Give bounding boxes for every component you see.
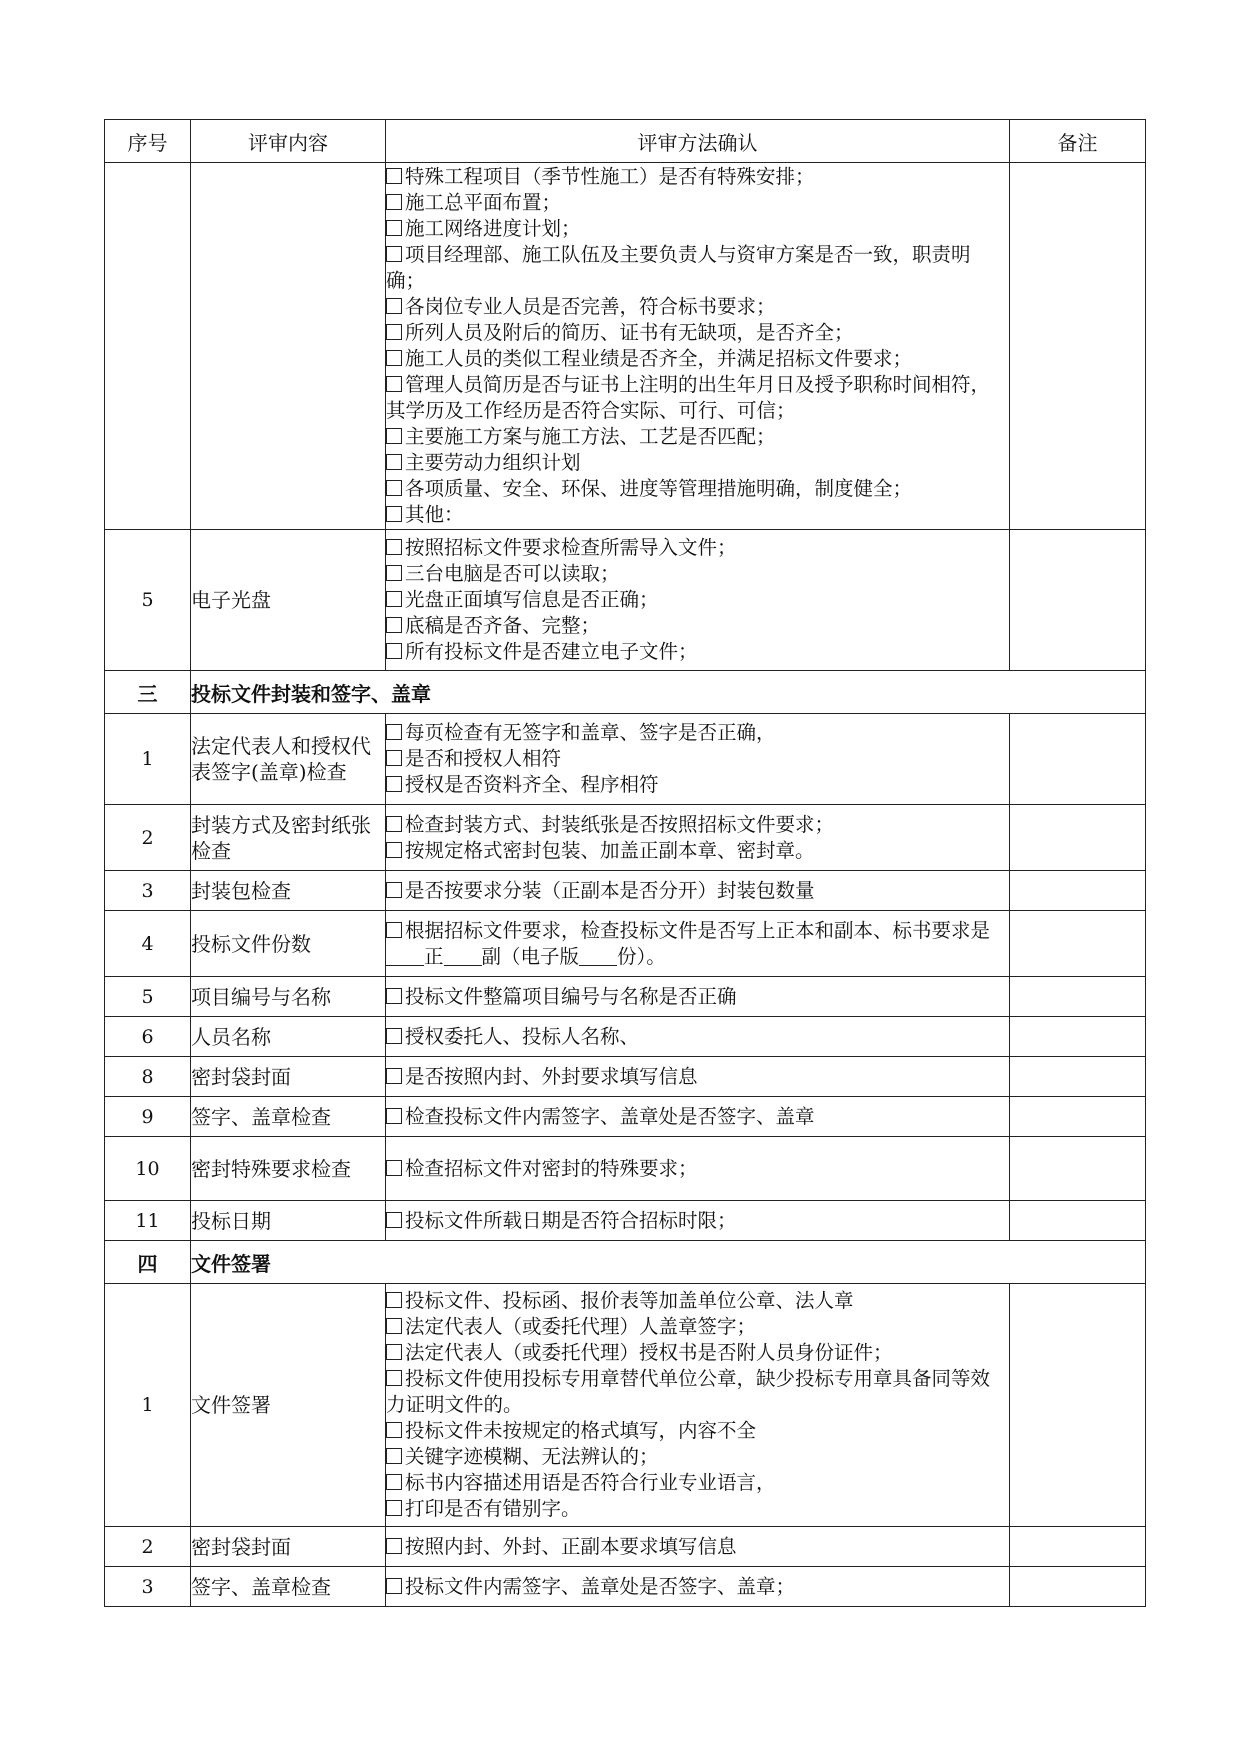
method-line [386,502,1009,528]
checkbox-icon[interactable] [386,776,402,792]
method-text: 法定代表人（或委托代理）授权书是否附人员身份证件； [405,1341,893,1364]
table-row [105,805,1146,871]
method-text: 检查招标文件对密封的特殊要求； [405,1156,698,1180]
review-content: 密封袋封面 [191,1057,386,1097]
remark-cell[interactable] [1010,805,1146,871]
method-line [386,164,1009,190]
checkbox-icon[interactable] [386,1068,402,1084]
checkbox-icon[interactable] [386,539,402,555]
table-row [105,1201,1146,1241]
section-row [105,671,1146,714]
review-method [386,805,1010,871]
method-text: 按规定格式密封包装、加盖正副本章、密封章。 [405,838,815,862]
method-line [386,772,1009,798]
method-line [386,320,1009,346]
section-number: 四 [105,1241,191,1284]
remark-cell[interactable] [1010,1527,1146,1567]
table-row [105,1527,1146,1567]
checkbox-icon[interactable] [386,1474,402,1490]
row-number: 3 [105,1567,191,1607]
table-row [105,714,1146,805]
review-method [386,1527,1010,1567]
checkbox-icon[interactable] [386,1108,402,1124]
method-line [386,1496,1009,1522]
method-text: 各岗位专业人员是否完善，符合标书要求； [405,295,776,318]
method-text: 标书内容描述用语是否符合行业专业语言， [405,1471,776,1494]
checkbox-icon[interactable] [386,246,402,262]
remark-cell[interactable] [1010,1017,1146,1057]
checkbox-icon[interactable] [386,324,402,340]
checkbox-icon[interactable] [386,842,402,858]
section-title: 投标文件封装和签字、盖章 [191,671,1146,714]
table-row [105,911,1146,977]
checkbox-icon[interactable] [386,1370,402,1386]
method-text: 投标文件未按规定的格式填写，内容不全 [405,1419,757,1442]
checkbox-icon[interactable] [386,1318,402,1334]
review-table [104,119,1146,1607]
checkbox-icon[interactable] [386,298,402,314]
review-content: 密封袋封面 [191,1527,386,1567]
method-text: 检查投标文件内需签字、盖章处是否签字、盖章 [405,1104,815,1128]
row-number: 5 [105,977,191,1017]
method-text: 施工人员的类似工程业绩是否齐全，并满足招标文件要求； [405,347,913,370]
header-remark: 备注 [1010,120,1146,163]
method-line [386,346,1009,372]
checkbox-icon[interactable] [386,220,402,236]
method-text: 按照内封、外封、正副本要求填写信息 [405,1534,737,1558]
row-number: 5 [105,530,191,671]
method-text: 授权是否资料齐全、程序相符 [405,773,659,796]
checkbox-icon[interactable] [386,816,402,832]
checkbox-icon[interactable] [386,643,402,659]
method-line [386,1208,1009,1234]
method-text: 各项质量、安全、环保、进度等管理措施明确，制度健全； [405,477,913,500]
method-text: 投标文件使用投标专用章替代单位公章，缺少投标专用章具备同等效力证明文件的。 [386,1367,991,1416]
row-number: 8 [105,1057,191,1097]
remark-cell[interactable] [1010,1284,1146,1527]
method-line [386,918,1009,970]
checkbox-icon[interactable] [386,1292,402,1308]
table-row [105,1017,1146,1057]
row-number: 1 [105,714,191,805]
checkbox-icon[interactable] [386,454,402,470]
method-text: 所列人员及附后的简历、证书有无缺项，是否齐全； [405,321,854,344]
method-line [386,1064,1009,1090]
review-content: 法定代表人和授权代表签字(盖章)检查 [191,714,386,805]
method-line [386,1574,1009,1600]
checkbox-icon[interactable] [386,750,402,766]
method-line [386,372,1009,424]
method-text: 投标文件、投标函、报价表等加盖单位公章、法人章 [405,1289,854,1312]
table-row [105,1137,1146,1201]
table-row [105,1567,1146,1607]
method-text: 特殊工程项目（季节性施工）是否有特殊安排； [405,165,815,188]
remark-cell[interactable] [1010,911,1146,977]
method-line [386,424,1009,450]
method-line [386,242,1009,294]
method-line [386,613,1009,639]
method-line [386,587,1009,613]
review-method [386,1284,1010,1527]
checkbox-icon[interactable] [386,168,402,184]
method-text: 法定代表人（或委托代理）人盖章签字； [405,1315,757,1338]
review-content: 项目编号与名称 [191,977,386,1017]
method-line [386,1024,1009,1050]
method-line [386,878,1009,904]
review-method [386,977,1010,1017]
method-line [386,746,1009,772]
method-text: 光盘正面填写信息是否正确； [405,588,659,611]
method-line [386,720,1009,746]
review-method [386,714,1010,805]
method-text: 三台电脑是否可以读取； [405,562,620,585]
remark-cell[interactable] [1010,530,1146,671]
remark-cell[interactable] [1010,1567,1146,1607]
review-method [386,911,1010,977]
method-line [386,812,1009,838]
table-row [105,1057,1146,1097]
method-text: 底稿是否齐备、完整； [405,614,601,637]
remark-cell[interactable] [1010,977,1146,1017]
checkbox-icon[interactable] [386,350,402,366]
method-text: 所有投标文件是否建立电子文件； [405,640,698,663]
checkbox-icon[interactable] [386,1578,402,1594]
table-row [105,163,1146,530]
checkbox-icon[interactable] [386,1212,402,1228]
method-text: 按照招标文件要求检查所需导入文件； [405,536,737,559]
review-content: 人员名称 [191,1017,386,1057]
checkbox-icon[interactable] [386,882,402,898]
method-line [386,1314,1009,1340]
method-text: 施工网络进度计划； [405,217,581,240]
review-content: 投标日期 [191,1201,386,1241]
fill-in-blank[interactable] [579,947,617,966]
method-text: 其他： [405,503,464,526]
table-row [105,530,1146,671]
checkbox-icon[interactable] [386,1538,402,1554]
remark-cell[interactable] [1010,163,1146,530]
row-number: 2 [105,805,191,871]
method-line [386,1156,1009,1182]
fill-in-blank[interactable] [444,947,482,966]
method-line [386,639,1009,665]
row-number: 3 [105,871,191,911]
method-text: 根据招标文件要求，检查投标文件是否写上正本和副本、标书要求是正 副（电子版 份）。 [386,919,990,968]
checkbox-icon[interactable] [386,565,402,581]
row-number: 9 [105,1097,191,1137]
method-text: 每页检查有无签字和盖章、签字是否正确， [405,721,776,744]
method-line [386,190,1009,216]
method-line [386,1366,1009,1418]
review-method [386,1057,1010,1097]
review-method [386,530,1010,671]
method-line [386,1444,1009,1470]
checkbox-icon[interactable] [386,922,402,938]
checkbox-icon[interactable] [386,724,402,740]
remark-cell[interactable] [1010,1097,1146,1137]
header-content: 评审内容 [191,120,386,163]
method-line [386,450,1009,476]
checkbox-icon[interactable] [386,1448,402,1464]
review-content [191,163,386,530]
method-text: 打印是否有错别字。 [405,1497,581,1520]
review-method [386,163,1010,530]
method-text: 关键字迹模糊、无法辨认的； [405,1445,659,1468]
row-number: 1 [105,1284,191,1527]
method-line [386,1470,1009,1496]
checkbox-icon[interactable] [386,1500,402,1516]
table-row [105,1284,1146,1527]
review-method [386,1567,1010,1607]
method-text: 项目经理部、施工队伍及主要负责人与资审方案是否一致，职责明确； [386,243,971,292]
header-no: 序号 [105,120,191,163]
method-line [386,535,1009,561]
row-number: 2 [105,1527,191,1567]
review-content: 密封特殊要求检查 [191,1137,386,1201]
checkbox-icon[interactable] [386,591,402,607]
table-row [105,1097,1146,1137]
method-line [386,838,1009,864]
method-text: 管理人员简历是否与证书上注明的出生年月日及授予职称时间相符，其学历及工作经历是否符合实际、可行、可信； [386,373,991,422]
review-method [386,1017,1010,1057]
remark-cell[interactable] [1010,871,1146,911]
method-line [386,561,1009,587]
method-text: 是否按要求分装（正副本是否分开）封装包数量 [405,878,815,902]
method-text: 检查封装方式、封装纸张是否按照招标文件要求； [405,812,835,836]
checkbox-icon[interactable] [386,1160,402,1176]
method-line [386,1288,1009,1314]
remark-cell[interactable] [1010,714,1146,805]
review-content: 电子光盘 [191,530,386,671]
method-text: 主要劳动力组织计划 [405,451,581,474]
table-row [105,871,1146,911]
checkbox-icon[interactable] [386,428,402,444]
checkbox-icon[interactable] [386,376,402,392]
checkbox-icon[interactable] [386,506,402,522]
review-content: 投标文件份数 [191,911,386,977]
review-content: 签字、盖章检查 [191,1567,386,1607]
review-content: 签字、盖章检查 [191,1097,386,1137]
review-method [386,1137,1010,1201]
checkbox-icon[interactable] [386,617,402,633]
table-header-row [105,120,1146,163]
checkbox-icon[interactable] [386,1028,402,1044]
row-number: 4 [105,911,191,977]
checkbox-icon[interactable] [386,1422,402,1438]
method-line [386,1418,1009,1444]
method-line [386,1534,1009,1560]
row-number: 10 [105,1137,191,1201]
method-text: 投标文件内需签字、盖章处是否签字、盖章； [405,1574,796,1598]
checkbox-icon[interactable] [386,480,402,496]
method-text: 投标文件整篇项目编号与名称是否正确 [405,984,737,1008]
section-title: 文件签署 [191,1241,1146,1284]
review-method [386,1201,1010,1241]
review-method [386,871,1010,911]
section-number: 三 [105,671,191,714]
table-body [105,163,1146,1607]
remark-cell[interactable] [1010,1137,1146,1201]
method-line [386,216,1009,242]
remark-cell[interactable] [1010,1201,1146,1241]
method-line [386,1104,1009,1130]
remark-cell[interactable] [1010,1057,1146,1097]
method-line [386,294,1009,320]
checkbox-icon[interactable] [386,194,402,210]
checkbox-icon[interactable] [386,1344,402,1360]
method-line [386,1340,1009,1366]
method-line [386,476,1009,502]
review-method [386,1097,1010,1137]
method-text: 是否按照内封、外封要求填写信息 [405,1064,698,1088]
checkbox-icon[interactable] [386,988,402,1004]
review-content: 封装方式及密封纸张检查 [191,805,386,871]
fill-in-blank[interactable] [386,947,424,966]
review-content: 封装包检查 [191,871,386,911]
row-number: 11 [105,1201,191,1241]
section-row [105,1241,1146,1284]
row-number [105,163,191,530]
method-text: 施工总平面布置； [405,191,562,214]
review-content: 文件签署 [191,1284,386,1527]
method-text: 授权委托人、投标人名称、 [405,1024,640,1048]
method-text: 主要施工方案与施工方法、工艺是否匹配； [405,425,776,448]
row-number: 6 [105,1017,191,1057]
table-row [105,977,1146,1017]
method-line [386,984,1009,1010]
method-text: 是否和授权人相符 [405,747,562,770]
header-method: 评审方法确认 [386,120,1010,163]
method-text: 投标文件所载日期是否符合招标时限； [405,1208,737,1232]
